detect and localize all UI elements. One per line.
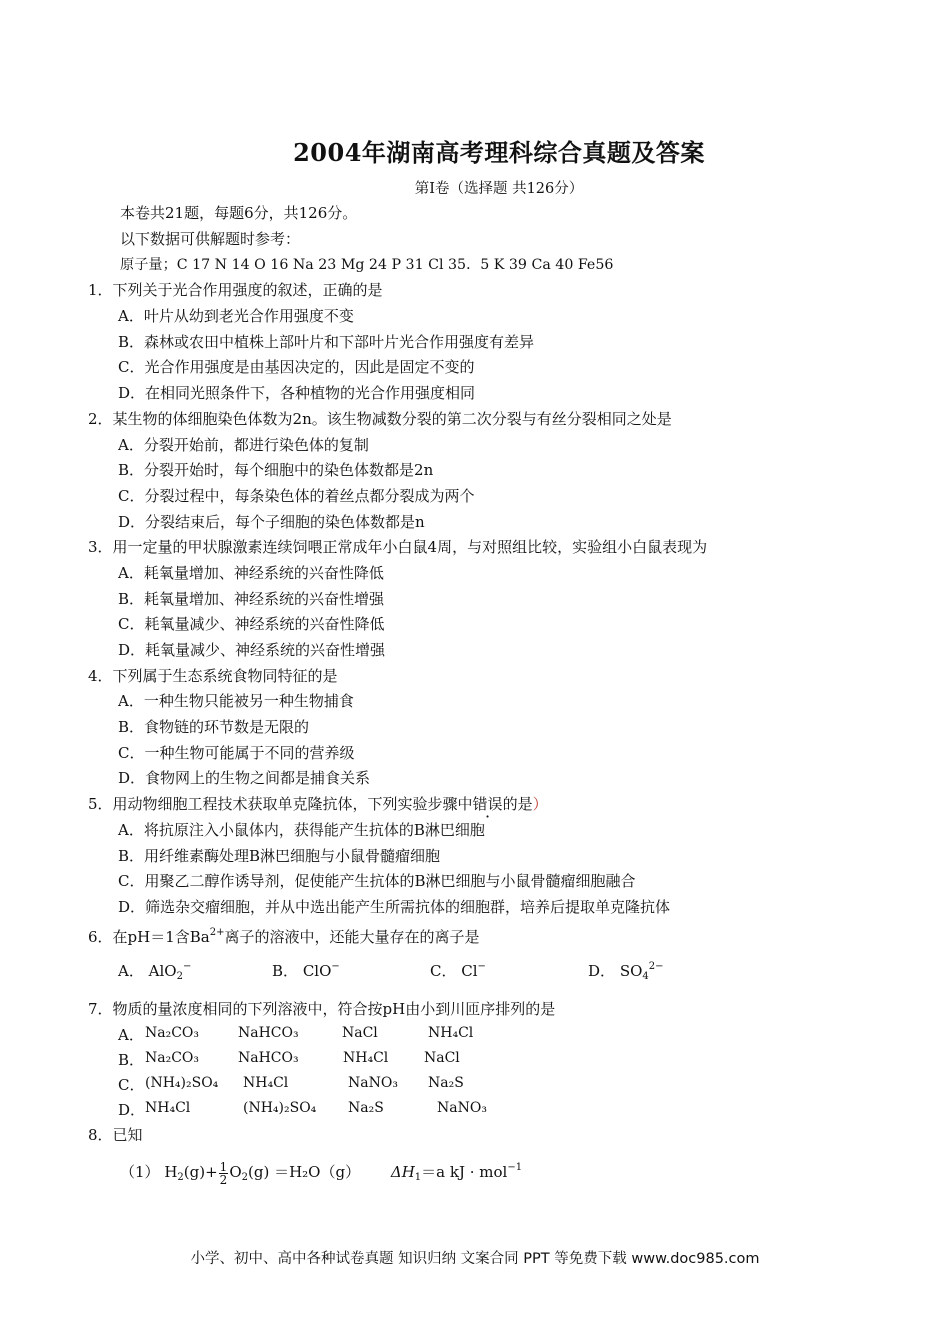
question-6-c-label: C． <box>430 962 457 980</box>
question-7-c-c4: Na₂S <box>428 1075 464 1091</box>
question-3-option-c: C．耗氧量减少、神经系统的兴奋性降低 <box>118 615 385 633</box>
question-1-option-a: A．叶片从幼到老光合作用强度不变 <box>118 307 354 325</box>
question-5-paren: ） <box>532 795 548 813</box>
question-6-b-sup: − <box>331 961 340 972</box>
question-7-d-c2: (NH₄)₂SO₄ <box>243 1100 317 1116</box>
intro-line-2: 以下数据可供解题时参考： <box>120 230 301 248</box>
question-6-ion: Ba <box>189 928 210 946</box>
question-6-d-ion: SO <box>619 962 643 980</box>
question-7-d-c1: NH₄Cl <box>145 1100 191 1116</box>
question-3-option-b: B．耗氧量增加、神经系统的兴奋性增强 <box>118 590 385 608</box>
o2-subscript: 2 <box>241 1172 248 1183</box>
fraction-denominator: 2 <box>219 1172 228 1187</box>
question-6-ion-charge: 2+ <box>209 927 225 938</box>
question-1-stem: 1．下列关于光合作用强度的叙述，正确的是 <box>88 281 383 299</box>
footer-banner: 小学、初中、高中各种试卷真题 知识归纳 文案合同 PPT 等免费下载 www.doc985.com <box>190 1251 760 1267</box>
question-7-d-label: D． <box>118 1101 146 1119</box>
question-5-option-a: A．将抗原注入小鼠体内，获得能产生抗体的B淋巴细胞 <box>118 821 485 839</box>
question-7-a-c4: NH₄Cl <box>428 1025 474 1041</box>
question-4-option-c: C．一种生物可能属于不同的营养级 <box>118 744 355 762</box>
question-7-b-c3: NH₄Cl <box>343 1050 389 1066</box>
enthalpy-value: ＝a kJ · mol <box>421 1163 508 1181</box>
question-6-a-ion: AlO <box>148 962 177 980</box>
question-7-d-c4: NaNO₃ <box>437 1100 487 1116</box>
question-6-stem <box>88 923 480 947</box>
question-2-option-a: A．分裂开始前，都进行染色体的复制 <box>118 436 369 454</box>
question-7-a-label: A． <box>118 1026 144 1044</box>
question-6-c-sup: − <box>477 961 486 972</box>
question-6-stem-pre: 6．在pH＝1含 <box>88 928 190 946</box>
question-6-a-label: A． <box>118 962 144 980</box>
delta-h-symbol: ΔH <box>390 1163 415 1181</box>
atomic-weights: 原子量；C 17 N 14 O 16 Na 23 Mg 24 P 31 Cl 35．5 K 39 Ca 40 Fe56 <box>120 257 614 273</box>
question-7-b-c4: NaCl <box>424 1050 460 1066</box>
question-4-option-b: B．食物链的环节数是无限的 <box>118 718 310 736</box>
question-5-option-b: B．用纤维素酶处理B淋巴细胞与小鼠骨髓瘤细胞 <box>118 847 441 865</box>
page-title: 2004年湖南高考理科综合真题及答案 <box>293 138 705 167</box>
question-7-b-c2: NaHCO₃ <box>238 1050 299 1066</box>
question-1-option-b: B．森林或农田中植株上部叶片和下部叶片光合作用强度有差异 <box>118 333 535 351</box>
question-2-option-d: D．分裂结束后，每个子细胞的染色体数都是n <box>118 513 425 531</box>
delta-h-subscript: 1 <box>414 1172 422 1183</box>
question-7-a-c1: Na₂CO₃ <box>145 1025 200 1041</box>
question-7-c-c3: NaNO₃ <box>348 1075 398 1091</box>
question-4-stem: 4．下列属于生态系统食物同特征的是 <box>88 667 338 685</box>
question-8-stem: 8．已知 <box>88 1126 143 1144</box>
enthalpy-unit-exponent: −1 <box>507 1162 523 1173</box>
question-7-a-c2: NaHCO₃ <box>238 1025 299 1041</box>
question-6-option-d <box>588 960 664 982</box>
question-5-stem <box>88 794 548 814</box>
question-5-option-c: C．用聚乙二醇作诱导剂，促使能产生抗体的B淋巴细胞与小鼠骨髓瘤细胞融合 <box>118 872 636 890</box>
question-6-option-a <box>118 960 191 982</box>
question-2-option-c: C．分裂过程中，每条染色体的着丝点都分裂成为两个 <box>118 487 475 505</box>
intro-line-1: 本卷共21题，每题6分，共126分。 <box>120 204 358 222</box>
question-6-option-c <box>430 960 486 981</box>
question-6-c-ion: Cl <box>461 962 478 980</box>
h2-symbol: H <box>164 1163 178 1181</box>
question-3-option-a: A．耗氧量增加、神经系统的兴奋性降低 <box>118 564 384 582</box>
question-7-b-label: B． <box>118 1051 145 1069</box>
question-6-d-sub: 4 <box>642 971 649 982</box>
o2-state-and-product: (g) ＝H₂O（g） <box>248 1163 361 1181</box>
question-5-option-d: D．筛选杂交瘤细胞，并从中选出能产生所需抗体的细胞群，培养后提取单克隆抗体 <box>118 898 671 916</box>
question-6-stem-post: 离子的溶液中，还能大量存在的离子是 <box>224 928 480 946</box>
fraction-numerator: 1 <box>219 1159 228 1174</box>
question-7-c-label: C． <box>118 1076 145 1094</box>
question-2-option-b: B．分裂开始时，每个细胞中的染色体数都是2n <box>118 461 434 479</box>
question-5-stem-pre: 5．用动物细胞工程技术获取单克隆抗体，下列实验步骤中 <box>88 795 473 813</box>
equation-label: （1） <box>120 1163 160 1181</box>
question-5-stem-post: 的是 <box>502 795 533 813</box>
question-4-option-a: A．一种生物只能被另一种生物捕食 <box>118 692 354 710</box>
o2-symbol: O <box>229 1163 242 1181</box>
question-1-option-c: C．光合作用强度是由基因决定的，因此是固定不变的 <box>118 358 475 376</box>
question-6-a-sup: − <box>182 961 192 972</box>
section-subtitle: 第Ⅰ卷（选择题 共126分） <box>414 181 584 197</box>
question-7-c-c2: NH₄Cl <box>243 1075 289 1091</box>
question-3-stem: 3．用一定量的甲状腺激素连续饲喂正常成年小白鼠4周，与对照组比较，实验组小白鼠表现为 <box>88 538 708 556</box>
question-6-d-sup: 2− <box>648 961 664 972</box>
question-3-option-d: D．耗氧量减少、神经系统的兴奋性增强 <box>118 641 386 659</box>
question-1-option-d: D．在相同光照条件下，各种植物的光合作用强度相同 <box>118 384 476 402</box>
question-4-option-d: D．食物网上的生物之间都是捕食关系 <box>118 769 371 787</box>
h2-state: (g)+ <box>183 1163 218 1181</box>
question-7-b-c1: Na₂CO₃ <box>145 1050 200 1066</box>
question-7-d-c3: Na₂S <box>348 1100 384 1116</box>
one-half-fraction <box>219 1161 229 1186</box>
question-6-a-sub: 2 <box>176 971 183 982</box>
question-6-b-label: B． <box>272 962 299 980</box>
question-8-equation-1 <box>120 1156 522 1190</box>
question-6-d-label: D． <box>588 962 616 980</box>
question-7-stem: 7．物质的量浓度相同的下列溶液中，符合按pH由小到川匝序排列的是 <box>88 1000 556 1018</box>
question-6-b-ion: ClO <box>302 962 332 980</box>
question-6-option-b <box>272 960 340 981</box>
question-2-stem: 2．某生物的体细胞染色体数为2n。该生物减数分裂的第二次分裂与有丝分裂相同之处是 <box>88 410 672 428</box>
question-7-c-c1: (NH₄)₂SO₄ <box>145 1075 219 1091</box>
question-5-emphasis: 错误 <box>472 795 503 813</box>
h2-subscript: 2 <box>177 1172 184 1183</box>
question-7-a-c3: NaCl <box>342 1025 378 1041</box>
